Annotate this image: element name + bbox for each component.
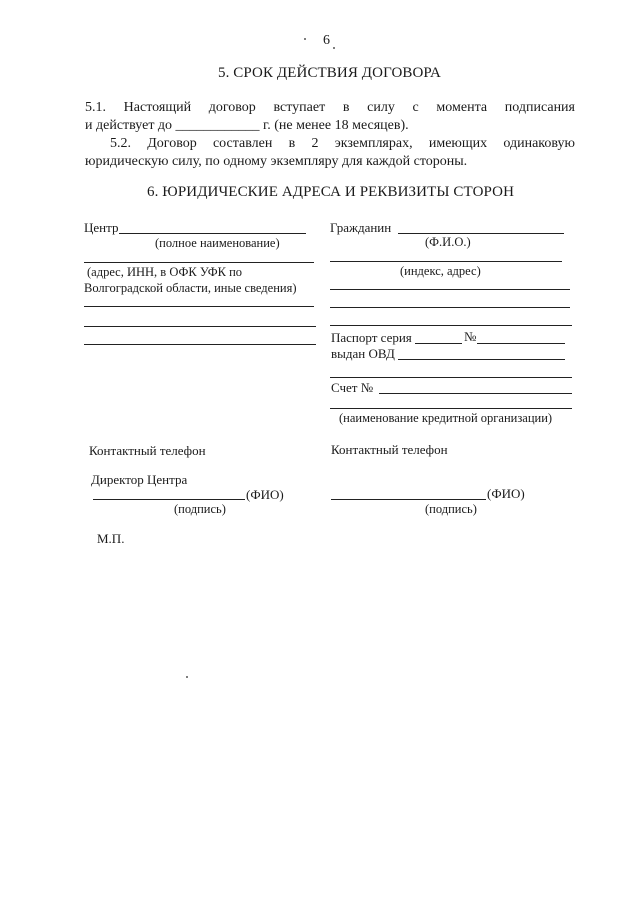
citizen-address-field-4[interactable]	[330, 325, 572, 326]
account-field[interactable]	[379, 393, 572, 394]
issued-by-label: выдан ОВД	[331, 346, 395, 361]
director-label: Директор Центра	[91, 472, 188, 487]
account-label: Счет №	[331, 380, 374, 395]
director-signature-field[interactable]	[93, 499, 245, 500]
citizen-fio-hint: (Ф.И.О.)	[425, 235, 471, 249]
citizen-label: Гражданин	[330, 220, 392, 235]
scan-speck	[186, 676, 188, 678]
section-5-title: 5. СРОК ДЕЙСТВИЯ ДОГОВОРА	[218, 65, 441, 81]
center-details-field-3[interactable]	[84, 344, 316, 345]
clause-5-1-line-1: 5.1. Настоящий договор вступает в силу с момента подписания	[85, 100, 575, 115]
citizen-address-field-3[interactable]	[330, 307, 570, 308]
clause-5-2-line-1: 5.2. Договор составлен в 2 экземплярах, имеющих одинаковую	[110, 136, 575, 151]
citizen-fio-label: (ФИО)	[487, 486, 525, 501]
issued-by-field-2[interactable]	[330, 377, 572, 378]
passport-number-label: №	[464, 329, 477, 344]
passport-number-field[interactable]	[477, 343, 565, 344]
center-name-field[interactable]	[119, 233, 306, 234]
center-name-hint: (полное наименование)	[155, 236, 280, 250]
center-address-hint-1: (адрес, ИНН, в ОФК УФК по	[87, 265, 243, 279]
page-number: 6	[323, 33, 330, 48]
bank-name-field[interactable]	[330, 408, 572, 409]
citizen-signature-field[interactable]	[331, 499, 486, 500]
center-details-field-2[interactable]	[84, 326, 316, 327]
director-fio-label: (ФИО)	[246, 487, 284, 502]
center-label: Центр	[84, 220, 119, 235]
center-phone-label: Контактный телефон	[89, 443, 206, 458]
passport-series-field[interactable]	[415, 343, 462, 344]
bank-name-hint: (наименование кредитной организации)	[339, 411, 553, 425]
center-details-field-1[interactable]	[84, 306, 314, 307]
citizen-address-hint: (индекс, адрес)	[400, 264, 481, 278]
scan-speck	[304, 38, 306, 40]
clause-5-1-line-2: и действует до ____________ г. (не менее 18 месяцев).	[85, 118, 409, 133]
citizen-signature-hint: (подпись)	[425, 502, 477, 516]
center-address-hint-2: Волгоградской области, иные сведения)	[84, 281, 297, 295]
clause-5-2-line-2: юридическую силу, по одному экземпляру для каждой стороны.	[85, 154, 468, 169]
citizen-phone-label: Контактный телефон	[331, 442, 448, 457]
passport-series-label: Паспорт серия	[331, 330, 412, 345]
scan-speck	[333, 47, 335, 49]
citizen-address-field-1[interactable]	[330, 261, 562, 262]
citizen-name-field[interactable]	[398, 233, 564, 234]
center-address-field-1[interactable]	[84, 262, 314, 263]
director-signature-hint: (подпись)	[174, 502, 226, 516]
stamp-label: М.П.	[97, 531, 125, 546]
citizen-address-field-2[interactable]	[330, 289, 570, 290]
issued-by-field[interactable]	[398, 359, 565, 360]
section-6-title: 6. ЮРИДИЧЕСКИЕ АДРЕСА И РЕКВИЗИТЫ СТОРОН	[147, 184, 514, 200]
